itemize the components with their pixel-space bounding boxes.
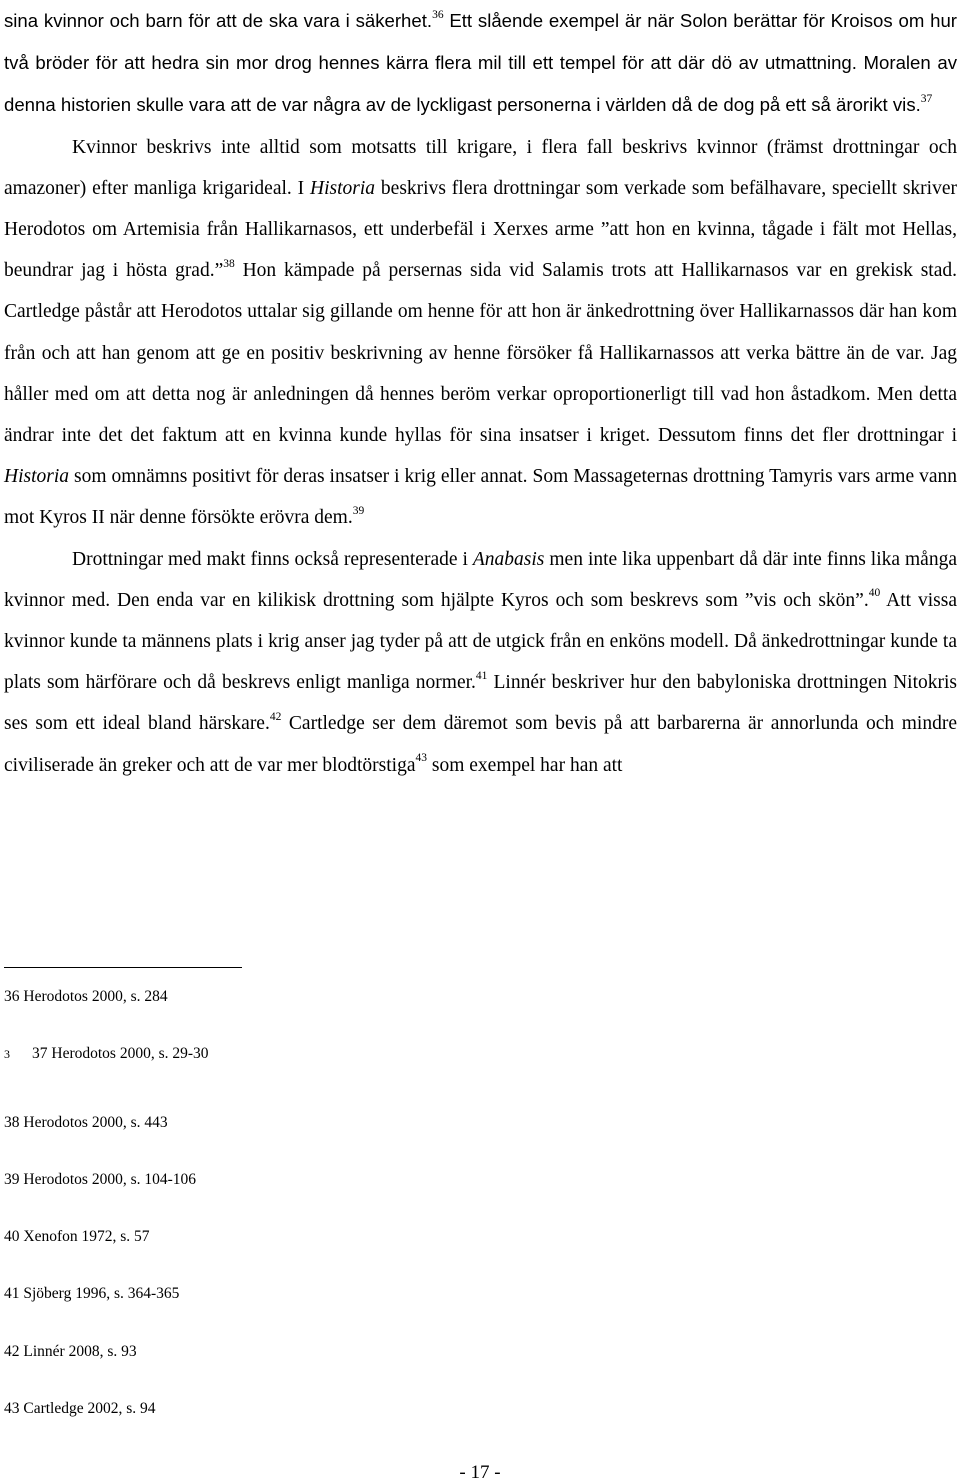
footnote-40 — [4, 1227, 150, 1247]
book-title: Historia — [4, 466, 70, 488]
paragraph-1 — [4, 0, 957, 127]
footnote-39 — [4, 1170, 196, 1190]
paragraph-text: men inte lika uppenbart då där inte finns lika många kvinnor med. Den enda var en kilikisk drottning som hjälpte Kyros och som beskrevs som ”vis och skön”. — [4, 548, 957, 611]
footnote-43 — [4, 1399, 156, 1419]
paragraph-text: Hon kämpade på persernas sida vid Salamis trots att Hallikarnasos var en grekisk stad. Cartledge påstår att Herodotos uttalar sig gillande om henne för att hon är änkedrottning över Hallikarnassos där han kom från och att han genom att ge en positiv beskrivning av henne försöker få Hallikarnassos att verka bättre än de var. Jag håller med om att detta nog är anledningen då hennes beröm verkar oproportionerligt till vad hon åstadkom. Men detta ändrar inte det det faktum att en kvinna kunde hyllas för sina insatser i kriget. Dessutom finns det fler drottningar i — [4, 260, 957, 447]
footnote-ref[interactable]: 38 — [223, 257, 235, 270]
footnote-36 — [4, 987, 168, 1007]
footnote-text: 40 Xenofon 1972, s. 57 — [4, 1228, 150, 1245]
paragraph-text: Att vissa kvinnor kunde ta männens plats i krig anser jag tyder på att de utgick från en enköns modell. Då änkedrottningar kunde ta plats som härförare och då beskrevs enligt manliga normer. — [4, 589, 957, 694]
paragraph-text: Cartledge ser dem däremot som bevis på att barbarerna är annorlunda och mindre civiliserade än greker och att de var mer blodtörstiga — [4, 713, 957, 776]
footnote-ref[interactable]: 41 — [475, 669, 488, 682]
paragraph-text: Kvinnor beskrivs inte alltid som motsatts till krigare, i flera fall beskrivs kvinnor (främst drottningar och amazoner) efter manliga krigarideal. I — [4, 136, 957, 199]
book-title: Anabasis — [472, 548, 545, 570]
footnote-37 — [4, 1044, 209, 1064]
footnote-text: 42 Linnér 2008, s. 93 — [4, 1343, 137, 1360]
footnote-ref[interactable]: 40 — [868, 587, 881, 600]
footnote-42 — [4, 1342, 137, 1362]
footnote-41 — [4, 1284, 179, 1304]
paragraph-text: beskrivs flera drottningar som verkade som befälhavare, speciellt skriver Herodotos om Artemisia från Hallikarnasos, ett underbefäl i Xerxes arme ”att hon en kvinna, tågade i fält mot Hellas, beundrar jag i hösta grad.” — [4, 177, 957, 282]
footnote-ref[interactable]: 42 — [269, 710, 282, 723]
footnote-ref[interactable]: 36 — [432, 8, 444, 21]
footnote-text: 38 Herodotos 2000, s. 443 — [4, 1114, 168, 1131]
paragraph-text: Drottningar med makt finns också representerade i — [72, 548, 473, 570]
paragraph-2 — [4, 127, 957, 539]
footnote-text: 39 Herodotos 2000, s. 104-106 — [4, 1171, 197, 1188]
footnote-marker: 3 — [4, 1047, 10, 1061]
paragraph-text: Linnér beskriver hur den babyloniska drottningen Nitokris ses som ett ideal bland härskare. — [4, 672, 957, 735]
footnote-text: 36 Herodotos 2000, s. 284 — [4, 988, 168, 1005]
paragraph-text: som exempel har han att — [427, 754, 623, 776]
footnote-text: 41 Sjöberg 1996, s. 364-365 — [4, 1285, 180, 1302]
footnote-text: 37 Herodotos 2000, s. 29-30 — [32, 1045, 209, 1062]
body-text — [4, 0, 957, 786]
footnote-text: 43 Cartledge 2002, s. 94 — [4, 1400, 156, 1417]
paragraph-3 — [4, 539, 957, 786]
paragraph-text: som omnämns positivt för deras insatser i krig eller annat. Som Massageternas drottning Tamyris vars arme vann mot Kyros II när denne försökte erövra dem. — [4, 466, 957, 529]
footnote-ref[interactable]: 43 — [415, 752, 427, 765]
footnote-ref[interactable]: 37 — [920, 92, 933, 105]
page-number: - 17 - — [459, 1462, 501, 1483]
paragraph-text: Ett slående exempel är när Solon berättar för Kroisos om hur två bröder för att hedra sin mor drog hennes kärra flera mil till ett tempel för att där dö av utmattning. Moralen av denna historien skulle vara att de var några av de lyckligast personerna i världen då de dog på ett så ärorikt vis. — [4, 10, 957, 116]
paragraph-text: sina kvinnor och barn för att de ska vara i säkerhet. — [4, 10, 433, 31]
footnote-38 — [4, 1113, 168, 1133]
footnote-ref[interactable]: 39 — [352, 504, 365, 517]
book-title: Historia — [310, 177, 376, 199]
footnote-separator — [4, 967, 242, 968]
